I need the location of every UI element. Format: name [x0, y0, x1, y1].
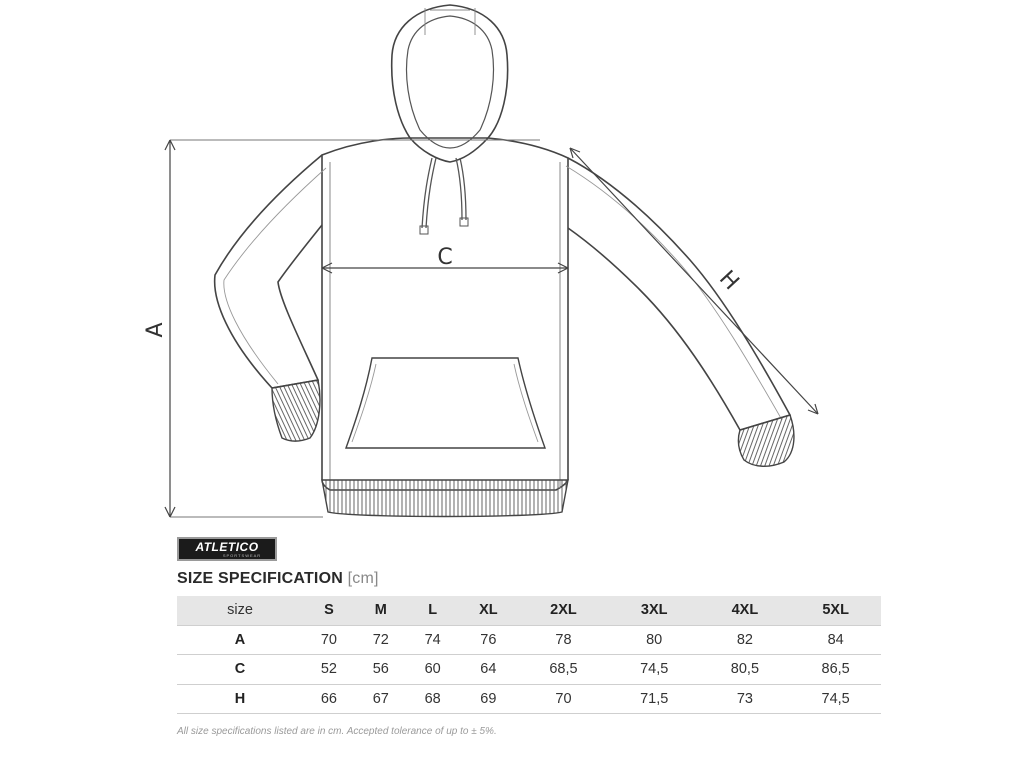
header-5xl: 5XL [822, 602, 849, 619]
table-cell: 68 [424, 690, 441, 707]
table-cell: 78 [555, 631, 572, 648]
row-label-h: H [234, 690, 246, 707]
brand-tagline: SPORTSWEAR [222, 552, 262, 558]
table-cell: 80,5 [730, 661, 760, 678]
table-cell: 74 [424, 631, 441, 648]
dimension-label-a: A [143, 322, 168, 338]
table-cell: 64 [480, 661, 497, 678]
header-m: M [374, 602, 387, 619]
dimension-label-c: C [437, 245, 453, 270]
header-size: size [227, 602, 253, 619]
table-cell: 80 [646, 631, 663, 648]
table-cell: 52 [320, 661, 337, 678]
table-cell: 56 [372, 661, 389, 678]
spec-title [177, 570, 379, 588]
row-label-a: A [234, 631, 246, 648]
table-cell: 82 [736, 631, 753, 648]
table-cell: 70 [555, 690, 572, 707]
header-3xl: 3XL [640, 602, 668, 619]
table-cell: 76 [480, 631, 497, 648]
row-label-c: C [234, 661, 246, 678]
spec-unit: [cm] [347, 570, 379, 587]
table-row [177, 625, 881, 655]
header-s: S [324, 602, 334, 619]
table-row [177, 684, 881, 714]
table-cell: 70 [320, 631, 337, 648]
hoodie-body-outline [322, 138, 568, 490]
right-cuff [738, 415, 794, 466]
footnote: All size specifications listed are in cm. Accepted tolerance of up to ± 5%. [177, 726, 497, 737]
table-row [177, 655, 881, 685]
table-cell: 73 [736, 690, 753, 707]
table-cell: 66 [320, 690, 337, 707]
table-header-row [177, 596, 881, 625]
table-cell: 74,5 [640, 661, 669, 678]
left-sleeve [215, 155, 322, 388]
kangaroo-pocket [346, 358, 545, 448]
table-cell: 60 [424, 661, 441, 678]
right-sleeve [568, 158, 790, 430]
table-cell: 74,5 [821, 690, 850, 707]
spec-title-text: SIZE SPECIFICATION [177, 570, 343, 587]
table-cell: 86,5 [821, 661, 850, 678]
table-cell: 84 [827, 631, 844, 648]
brand-name: ATLETICO [195, 539, 259, 554]
header-xl: XL [479, 602, 498, 619]
table-cell: 72 [372, 631, 389, 648]
size-table [177, 596, 881, 714]
table-cell: 71,5 [640, 690, 669, 707]
waistband [322, 480, 568, 517]
header-l: L [428, 602, 438, 619]
table-cell: 69 [480, 690, 497, 707]
left-cuff [272, 380, 320, 441]
table-cell: 68,5 [549, 661, 578, 678]
dimension-label-h: H [713, 265, 744, 296]
brand-logo [177, 537, 277, 561]
drawstring-right [456, 158, 462, 220]
header-4xl: 4XL [731, 602, 759, 619]
header-2xl: 2XL [550, 602, 577, 619]
table-cell: 67 [372, 690, 389, 707]
